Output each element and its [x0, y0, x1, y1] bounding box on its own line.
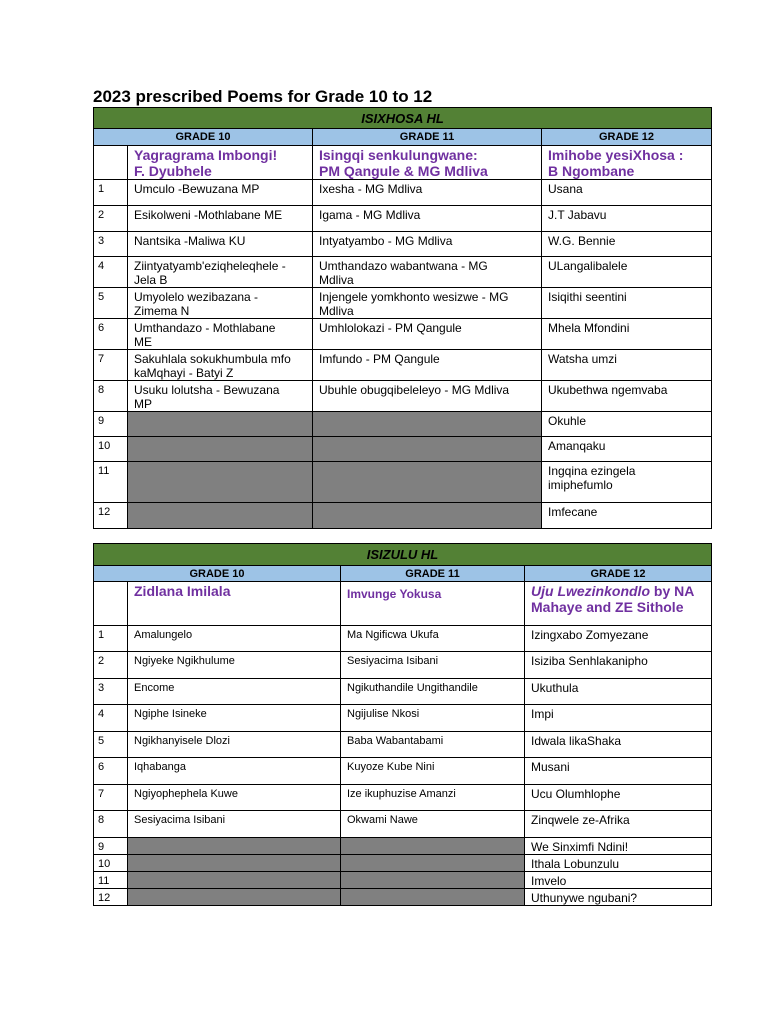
shaded-cell [341, 872, 525, 889]
poem-cell-grade-12: We Sinximfi Ndini! [525, 838, 712, 855]
shaded-cell [313, 412, 542, 437]
poem-cell-grade-12: J.T Jabavu [542, 206, 712, 232]
shaded-cell [128, 412, 313, 437]
poem-cell-grade-12: Uthunywe ngubani? [525, 889, 712, 906]
poem-cell-grade-10: Ngiphe Isineke [128, 705, 341, 732]
poem-cell-grade-10: Amalungelo [128, 626, 341, 652]
row-number: 12 [94, 503, 128, 529]
poem-cell-grade-10: Iqhabanga [128, 758, 341, 785]
table-row [94, 652, 712, 679]
row-number: 4 [94, 257, 128, 288]
poem-cell-grade-12: Okuhle [542, 412, 712, 437]
poem-cell-grade-12: Amanqaku [542, 437, 712, 462]
shaded-cell [128, 503, 313, 529]
poem-cell-grade-10: Umyolelo wezibazana - Zimema N [128, 288, 313, 319]
poem-cell-grade-10: Sesiyacima Isibani [128, 811, 341, 838]
row-number: 11 [94, 872, 128, 889]
table-row [94, 412, 712, 437]
poem-cell-grade-11: Kuyoze Kube Nini [341, 758, 525, 785]
isizulu-table [93, 543, 712, 906]
grade-11-header: GRADE 11 [313, 129, 542, 146]
grade-10-header: GRADE 10 [94, 129, 313, 146]
table-row [94, 872, 712, 889]
poem-cell-grade-10: Usuku lolutsha - Bewuzana MP [128, 381, 313, 412]
row-number: 10 [94, 437, 128, 462]
poem-cell-grade-11: Injengele yomkhonto wesizwe - MG Mdliva [313, 288, 542, 319]
table-row [94, 319, 712, 350]
poem-cell-grade-12: Ukubethwa ngemvaba [542, 381, 712, 412]
poem-cell-grade-11: Ngijulise Nkosi [341, 705, 525, 732]
row-number: 8 [94, 811, 128, 838]
poem-cell-grade-12: Watsha umzi [542, 350, 712, 381]
poem-cell-grade-11: Igama - MG Mdliva [313, 206, 542, 232]
shaded-cell [341, 889, 525, 906]
table-row [94, 855, 712, 872]
poem-cell-grade-12: Musani [525, 758, 712, 785]
shaded-cell [128, 872, 341, 889]
row-number: 8 [94, 381, 128, 412]
empty-cell [94, 146, 128, 180]
row-number: 3 [94, 232, 128, 257]
row-number: 5 [94, 732, 128, 758]
grade-12-header: GRADE 12 [525, 566, 712, 582]
poem-cell-grade-12: Usana [542, 180, 712, 206]
poem-cell-grade-12: Isiqithi seentini [542, 288, 712, 319]
poem-cell-grade-12: Ukuthula [525, 679, 712, 705]
poem-cell-grade-12: Isiziba Senhlakanipho [525, 652, 712, 679]
poem-cell-grade-10: Ngiyeke Ngikhulume [128, 652, 341, 679]
table-row [94, 758, 712, 785]
poem-cell-grade-10: Ngiyophephela Kuwe [128, 785, 341, 811]
row-number: 12 [94, 889, 128, 906]
grade-10-header: GRADE 10 [94, 566, 341, 582]
table-row [94, 811, 712, 838]
poem-cell-grade-10: Nantsika -Maliwa KU [128, 232, 313, 257]
row-number: 5 [94, 288, 128, 319]
poem-cell-grade-10: Ziintyatyamb'eziqheleqhele - Jela B [128, 257, 313, 288]
isixhosa-table [93, 107, 712, 529]
table-row [94, 705, 712, 732]
row-number: 4 [94, 705, 128, 732]
poem-cell-grade-12: Ithala Lobunzulu [525, 855, 712, 872]
row-number: 7 [94, 785, 128, 811]
poem-cell-grade-11: Umhlolokazi - PM Qangule [313, 319, 542, 350]
row-number: 6 [94, 758, 128, 785]
isixhosa-heading: ISIXHOSA HL [94, 108, 712, 129]
shaded-cell [128, 437, 313, 462]
poem-cell-grade-12: Ingqina ezingela imiphefumlo [542, 462, 712, 503]
poem-cell-grade-12: Izingxabo Zomyezane [525, 626, 712, 652]
poem-cell-grade-10: Sakuhlala sokukhumbula mfo kaMqhayi - Batyi Z [128, 350, 313, 381]
poem-cell-grade-10: Umculo -Bewuzana MP [128, 180, 313, 206]
poem-cell-grade-11: Ize ikuphuzise Amanzi [341, 785, 525, 811]
poem-cell-grade-11: Imfundo - PM Qangule [313, 350, 542, 381]
table-row [94, 257, 712, 288]
book-title-grade-11: Imvunge Yokusa [341, 582, 525, 626]
table-row [94, 462, 712, 503]
poem-cell-grade-11: Baba Wabantabami [341, 732, 525, 758]
poem-cell-grade-11: Ixesha - MG Mdliva [313, 180, 542, 206]
row-number: 2 [94, 206, 128, 232]
poem-cell-grade-10: Esikolweni -Mothlabane ME [128, 206, 313, 232]
row-number: 2 [94, 652, 128, 679]
row-number: 1 [94, 180, 128, 206]
shaded-cell [128, 462, 313, 503]
poem-cell-grade-10: Umthandazo - Mothlabane ME [128, 319, 313, 350]
poem-cell-grade-11: Ubuhle obugqibeleleyo - MG Mdliva [313, 381, 542, 412]
row-number: 10 [94, 855, 128, 872]
poem-cell-grade-12: ULangalibalele [542, 257, 712, 288]
row-number: 1 [94, 626, 128, 652]
book-title-grade-10: Zidlana Imilala [128, 582, 341, 626]
shaded-cell [128, 838, 341, 855]
book-title-grade-12: Uju Lwezinkondlo by NA Mahaye and ZE Sithole [525, 582, 712, 626]
shaded-cell [313, 503, 542, 529]
poem-cell-grade-12: Mhela Mfondini [542, 319, 712, 350]
grade-12-header: GRADE 12 [542, 129, 712, 146]
book-title-grade-10: Yagragrama Imbongi! F. Dyubhele [128, 146, 313, 180]
poem-cell-grade-11: Ma Ngificwa Ukufa [341, 626, 525, 652]
row-number: 6 [94, 319, 128, 350]
shaded-cell [128, 855, 341, 872]
table-row [94, 232, 712, 257]
table-row [94, 437, 712, 462]
isizulu-heading: ISIZULU HL [94, 544, 712, 566]
book-title-grade-12: Imihobe yesiXhosa : B Ngombane [542, 146, 712, 180]
poem-cell-grade-11: Intyatyambo - MG Mdliva [313, 232, 542, 257]
poem-cell-grade-12: Idwala likaShaka [525, 732, 712, 758]
poem-cell-grade-11: Okwami Nawe [341, 811, 525, 838]
row-number: 9 [94, 838, 128, 855]
poem-cell-grade-11: Ngikuthandile Ungithandile [341, 679, 525, 705]
table-row [94, 889, 712, 906]
table-row [94, 679, 712, 705]
book-title-grade-11: Isingqi senkulungwane: PM Qangule & MG Mdliva [313, 146, 542, 180]
table-row [94, 381, 712, 412]
page-title: 2023 prescribed Poems for Grade 10 to 12 [93, 87, 433, 106]
poem-cell-grade-12: Imvelo [525, 872, 712, 889]
table-row [94, 785, 712, 811]
table-row [94, 503, 712, 529]
table-row [94, 206, 712, 232]
shaded-cell [128, 889, 341, 906]
shaded-cell [341, 855, 525, 872]
poem-cell-grade-12: Imfecane [542, 503, 712, 529]
row-number: 9 [94, 412, 128, 437]
poem-cell-grade-12: Ucu Olumhlophe [525, 785, 712, 811]
empty-cell [94, 582, 128, 626]
table-row [94, 288, 712, 319]
table-row [94, 350, 712, 381]
poem-cell-grade-12: Zinqwele ze-Afrika [525, 811, 712, 838]
table-row [94, 838, 712, 855]
grade-11-header: GRADE 11 [341, 566, 525, 582]
row-number: 7 [94, 350, 128, 381]
table-row [94, 180, 712, 206]
poem-cell-grade-11: Umthandazo wabantwana - MG Mdliva [313, 257, 542, 288]
shaded-cell [313, 437, 542, 462]
poem-cell-grade-10: Ngikhanyisele Dlozi [128, 732, 341, 758]
row-number: 11 [94, 462, 128, 503]
table-row [94, 626, 712, 652]
shaded-cell [313, 462, 542, 503]
row-number: 3 [94, 679, 128, 705]
poem-cell-grade-12: W.G. Bennie [542, 232, 712, 257]
shaded-cell [341, 838, 525, 855]
poem-cell-grade-11: Sesiyacima Isibani [341, 652, 525, 679]
poem-cell-grade-10: Encome [128, 679, 341, 705]
poem-cell-grade-12: Impi [525, 705, 712, 732]
table-row [94, 732, 712, 758]
